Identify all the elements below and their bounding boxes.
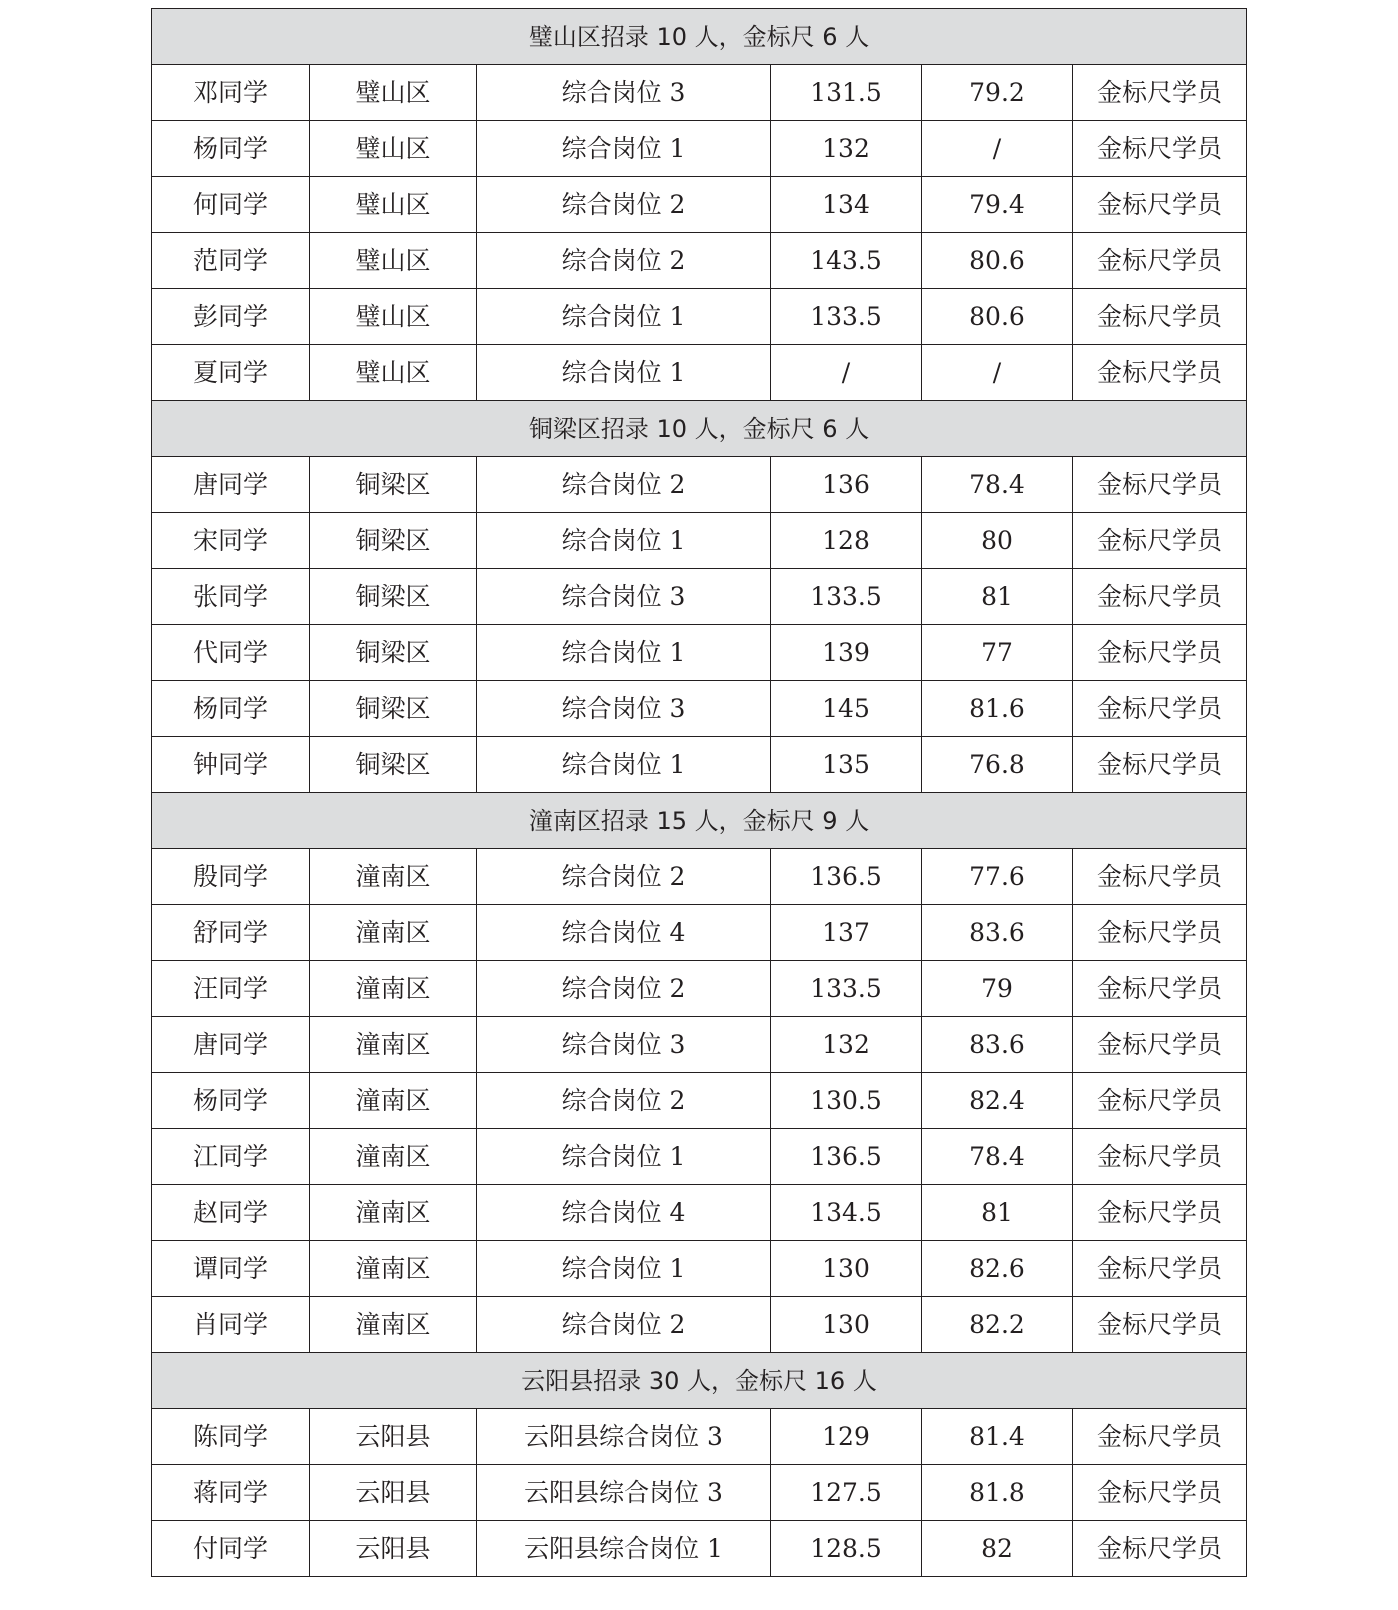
interview-score-cell: 78.4 bbox=[922, 1129, 1073, 1185]
interview-score-cell: 79.4 bbox=[922, 177, 1073, 233]
student-name-cell: 邓同学 bbox=[152, 65, 310, 121]
table-row bbox=[152, 233, 1247, 289]
student-type-cell: 金标尺学员 bbox=[1073, 1521, 1247, 1577]
district-cell: 璧山区 bbox=[310, 289, 477, 345]
written-score-cell: 128 bbox=[771, 513, 922, 569]
student-type-cell: 金标尺学员 bbox=[1073, 1129, 1247, 1185]
table-row bbox=[152, 1409, 1247, 1465]
district-cell: 铜梁区 bbox=[310, 681, 477, 737]
table-row bbox=[152, 1185, 1247, 1241]
student-name-cell: 范同学 bbox=[152, 233, 310, 289]
interview-score-cell: 78.4 bbox=[922, 457, 1073, 513]
interview-score-cell: 79 bbox=[922, 961, 1073, 1017]
written-score-cell: 137 bbox=[771, 905, 922, 961]
written-score-cell: 131.5 bbox=[771, 65, 922, 121]
table-row bbox=[152, 289, 1247, 345]
section-heading: 璧山区招录 10 人，金标尺 6 人 bbox=[152, 9, 1247, 65]
student-name-cell: 宋同学 bbox=[152, 513, 310, 569]
table-row bbox=[152, 1073, 1247, 1129]
section-heading: 铜梁区招录 10 人，金标尺 6 人 bbox=[152, 401, 1247, 457]
written-score-cell: 133.5 bbox=[771, 289, 922, 345]
written-score-cell: 145 bbox=[771, 681, 922, 737]
district-cell: 璧山区 bbox=[310, 177, 477, 233]
student-type-cell: 金标尺学员 bbox=[1073, 625, 1247, 681]
written-score-cell: 128.5 bbox=[771, 1521, 922, 1577]
interview-score-cell: / bbox=[922, 345, 1073, 401]
student-name-cell: 代同学 bbox=[152, 625, 310, 681]
student-type-cell: 金标尺学员 bbox=[1073, 1185, 1247, 1241]
position-cell: 综合岗位 4 bbox=[477, 905, 771, 961]
interview-score-cell: 82.4 bbox=[922, 1073, 1073, 1129]
student-name-cell: 唐同学 bbox=[152, 1017, 310, 1073]
section-header-row bbox=[152, 9, 1247, 65]
interview-score-cell: 77.6 bbox=[922, 849, 1073, 905]
table-row bbox=[152, 121, 1247, 177]
written-score-cell: 136.5 bbox=[771, 849, 922, 905]
written-score-cell: / bbox=[771, 345, 922, 401]
interview-score-cell: 80 bbox=[922, 513, 1073, 569]
table-row bbox=[152, 513, 1247, 569]
written-score-cell: 132 bbox=[771, 121, 922, 177]
table-row bbox=[152, 1129, 1247, 1185]
student-name-cell: 夏同学 bbox=[152, 345, 310, 401]
district-cell: 潼南区 bbox=[310, 1241, 477, 1297]
interview-score-cell: 81 bbox=[922, 569, 1073, 625]
student-type-cell: 金标尺学员 bbox=[1073, 1017, 1247, 1073]
student-name-cell: 何同学 bbox=[152, 177, 310, 233]
interview-score-cell: 83.6 bbox=[922, 1017, 1073, 1073]
student-name-cell: 杨同学 bbox=[152, 1073, 310, 1129]
results-table bbox=[151, 8, 1247, 1577]
student-name-cell: 杨同学 bbox=[152, 681, 310, 737]
student-name-cell: 赵同学 bbox=[152, 1185, 310, 1241]
written-score-cell: 129 bbox=[771, 1409, 922, 1465]
written-score-cell: 135 bbox=[771, 737, 922, 793]
table-row bbox=[152, 345, 1247, 401]
student-type-cell: 金标尺学员 bbox=[1073, 569, 1247, 625]
position-cell: 综合岗位 3 bbox=[477, 65, 771, 121]
district-cell: 璧山区 bbox=[310, 345, 477, 401]
student-type-cell: 金标尺学员 bbox=[1073, 457, 1247, 513]
written-score-cell: 130 bbox=[771, 1241, 922, 1297]
district-cell: 铜梁区 bbox=[310, 569, 477, 625]
written-score-cell: 132 bbox=[771, 1017, 922, 1073]
student-name-cell: 张同学 bbox=[152, 569, 310, 625]
written-score-cell: 133.5 bbox=[771, 569, 922, 625]
interview-score-cell: 81 bbox=[922, 1185, 1073, 1241]
section-heading: 云阳县招录 30 人，金标尺 16 人 bbox=[152, 1353, 1247, 1409]
district-cell: 云阳县 bbox=[310, 1521, 477, 1577]
table-row bbox=[152, 849, 1247, 905]
interview-score-cell: 81.6 bbox=[922, 681, 1073, 737]
student-type-cell: 金标尺学员 bbox=[1073, 345, 1247, 401]
section-header-row bbox=[152, 401, 1247, 457]
table-row bbox=[152, 1521, 1247, 1577]
interview-score-cell: 76.8 bbox=[922, 737, 1073, 793]
table-row bbox=[152, 737, 1247, 793]
interview-score-cell: 82.6 bbox=[922, 1241, 1073, 1297]
written-score-cell: 130.5 bbox=[771, 1073, 922, 1129]
position-cell: 综合岗位 2 bbox=[477, 1297, 771, 1353]
position-cell: 云阳县综合岗位 1 bbox=[477, 1521, 771, 1577]
position-cell: 综合岗位 1 bbox=[477, 1241, 771, 1297]
interview-score-cell: 79.2 bbox=[922, 65, 1073, 121]
student-name-cell: 肖同学 bbox=[152, 1297, 310, 1353]
student-name-cell: 殷同学 bbox=[152, 849, 310, 905]
interview-score-cell: 77 bbox=[922, 625, 1073, 681]
student-name-cell: 蒋同学 bbox=[152, 1465, 310, 1521]
student-type-cell: 金标尺学员 bbox=[1073, 1409, 1247, 1465]
written-score-cell: 130 bbox=[771, 1297, 922, 1353]
district-cell: 璧山区 bbox=[310, 121, 477, 177]
student-type-cell: 金标尺学员 bbox=[1073, 289, 1247, 345]
position-cell: 综合岗位 1 bbox=[477, 625, 771, 681]
student-type-cell: 金标尺学员 bbox=[1073, 121, 1247, 177]
district-cell: 潼南区 bbox=[310, 1129, 477, 1185]
table-row bbox=[152, 905, 1247, 961]
interview-score-cell: 82 bbox=[922, 1521, 1073, 1577]
student-name-cell: 陈同学 bbox=[152, 1409, 310, 1465]
student-name-cell: 彭同学 bbox=[152, 289, 310, 345]
district-cell: 潼南区 bbox=[310, 1017, 477, 1073]
written-score-cell: 136.5 bbox=[771, 1129, 922, 1185]
student-type-cell: 金标尺学员 bbox=[1073, 1073, 1247, 1129]
interview-score-cell: 80.6 bbox=[922, 289, 1073, 345]
written-score-cell: 136 bbox=[771, 457, 922, 513]
written-score-cell: 133.5 bbox=[771, 961, 922, 1017]
table-row bbox=[152, 681, 1247, 737]
position-cell: 综合岗位 2 bbox=[477, 177, 771, 233]
results-table-body bbox=[152, 9, 1247, 1577]
written-score-cell: 127.5 bbox=[771, 1465, 922, 1521]
student-type-cell: 金标尺学员 bbox=[1073, 961, 1247, 1017]
district-cell: 云阳县 bbox=[310, 1465, 477, 1521]
student-type-cell: 金标尺学员 bbox=[1073, 849, 1247, 905]
student-name-cell: 唐同学 bbox=[152, 457, 310, 513]
student-type-cell: 金标尺学员 bbox=[1073, 177, 1247, 233]
position-cell: 综合岗位 3 bbox=[477, 569, 771, 625]
position-cell: 综合岗位 1 bbox=[477, 121, 771, 177]
written-score-cell: 143.5 bbox=[771, 233, 922, 289]
student-type-cell: 金标尺学员 bbox=[1073, 1297, 1247, 1353]
position-cell: 综合岗位 2 bbox=[477, 1073, 771, 1129]
district-cell: 云阳县 bbox=[310, 1409, 477, 1465]
district-cell: 潼南区 bbox=[310, 961, 477, 1017]
district-cell: 潼南区 bbox=[310, 849, 477, 905]
district-cell: 潼南区 bbox=[310, 1297, 477, 1353]
student-name-cell: 江同学 bbox=[152, 1129, 310, 1185]
written-score-cell: 134 bbox=[771, 177, 922, 233]
position-cell: 综合岗位 3 bbox=[477, 681, 771, 737]
student-type-cell: 金标尺学员 bbox=[1073, 1241, 1247, 1297]
table-row bbox=[152, 177, 1247, 233]
position-cell: 综合岗位 2 bbox=[477, 233, 771, 289]
student-name-cell: 谭同学 bbox=[152, 1241, 310, 1297]
district-cell: 潼南区 bbox=[310, 905, 477, 961]
student-type-cell: 金标尺学员 bbox=[1073, 737, 1247, 793]
district-cell: 铜梁区 bbox=[310, 513, 477, 569]
interview-score-cell: 81.8 bbox=[922, 1465, 1073, 1521]
district-cell: 璧山区 bbox=[310, 233, 477, 289]
position-cell: 综合岗位 1 bbox=[477, 737, 771, 793]
table-row bbox=[152, 625, 1247, 681]
position-cell: 综合岗位 2 bbox=[477, 457, 771, 513]
written-score-cell: 139 bbox=[771, 625, 922, 681]
position-cell: 综合岗位 1 bbox=[477, 513, 771, 569]
position-cell: 综合岗位 4 bbox=[477, 1185, 771, 1241]
table-row bbox=[152, 1465, 1247, 1521]
table-row bbox=[152, 457, 1247, 513]
student-type-cell: 金标尺学员 bbox=[1073, 233, 1247, 289]
table-row bbox=[152, 961, 1247, 1017]
table-row bbox=[152, 1017, 1247, 1073]
interview-score-cell: / bbox=[922, 121, 1073, 177]
district-cell: 潼南区 bbox=[310, 1073, 477, 1129]
student-name-cell: 钟同学 bbox=[152, 737, 310, 793]
table-row bbox=[152, 1297, 1247, 1353]
student-type-cell: 金标尺学员 bbox=[1073, 905, 1247, 961]
position-cell: 综合岗位 2 bbox=[477, 961, 771, 1017]
student-type-cell: 金标尺学员 bbox=[1073, 65, 1247, 121]
position-cell: 综合岗位 1 bbox=[477, 345, 771, 401]
interview-score-cell: 83.6 bbox=[922, 905, 1073, 961]
interview-score-cell: 81.4 bbox=[922, 1409, 1073, 1465]
position-cell: 云阳县综合岗位 3 bbox=[477, 1465, 771, 1521]
section-heading: 潼南区招录 15 人，金标尺 9 人 bbox=[152, 793, 1247, 849]
position-cell: 综合岗位 3 bbox=[477, 1017, 771, 1073]
student-name-cell: 汪同学 bbox=[152, 961, 310, 1017]
written-score-cell: 134.5 bbox=[771, 1185, 922, 1241]
position-cell: 综合岗位 2 bbox=[477, 849, 771, 905]
student-name-cell: 付同学 bbox=[152, 1521, 310, 1577]
district-cell: 铜梁区 bbox=[310, 737, 477, 793]
interview-score-cell: 82.2 bbox=[922, 1297, 1073, 1353]
section-header-row bbox=[152, 793, 1247, 849]
position-cell: 综合岗位 1 bbox=[477, 1129, 771, 1185]
district-cell: 潼南区 bbox=[310, 1185, 477, 1241]
section-header-row bbox=[152, 1353, 1247, 1409]
district-cell: 铜梁区 bbox=[310, 625, 477, 681]
student-type-cell: 金标尺学员 bbox=[1073, 1465, 1247, 1521]
district-cell: 铜梁区 bbox=[310, 457, 477, 513]
student-type-cell: 金标尺学员 bbox=[1073, 681, 1247, 737]
interview-score-cell: 80.6 bbox=[922, 233, 1073, 289]
table-row bbox=[152, 65, 1247, 121]
position-cell: 云阳县综合岗位 3 bbox=[477, 1409, 771, 1465]
position-cell: 综合岗位 1 bbox=[477, 289, 771, 345]
district-cell: 璧山区 bbox=[310, 65, 477, 121]
table-row bbox=[152, 569, 1247, 625]
student-name-cell: 舒同学 bbox=[152, 905, 310, 961]
student-type-cell: 金标尺学员 bbox=[1073, 513, 1247, 569]
student-name-cell: 杨同学 bbox=[152, 121, 310, 177]
table-row bbox=[152, 1241, 1247, 1297]
